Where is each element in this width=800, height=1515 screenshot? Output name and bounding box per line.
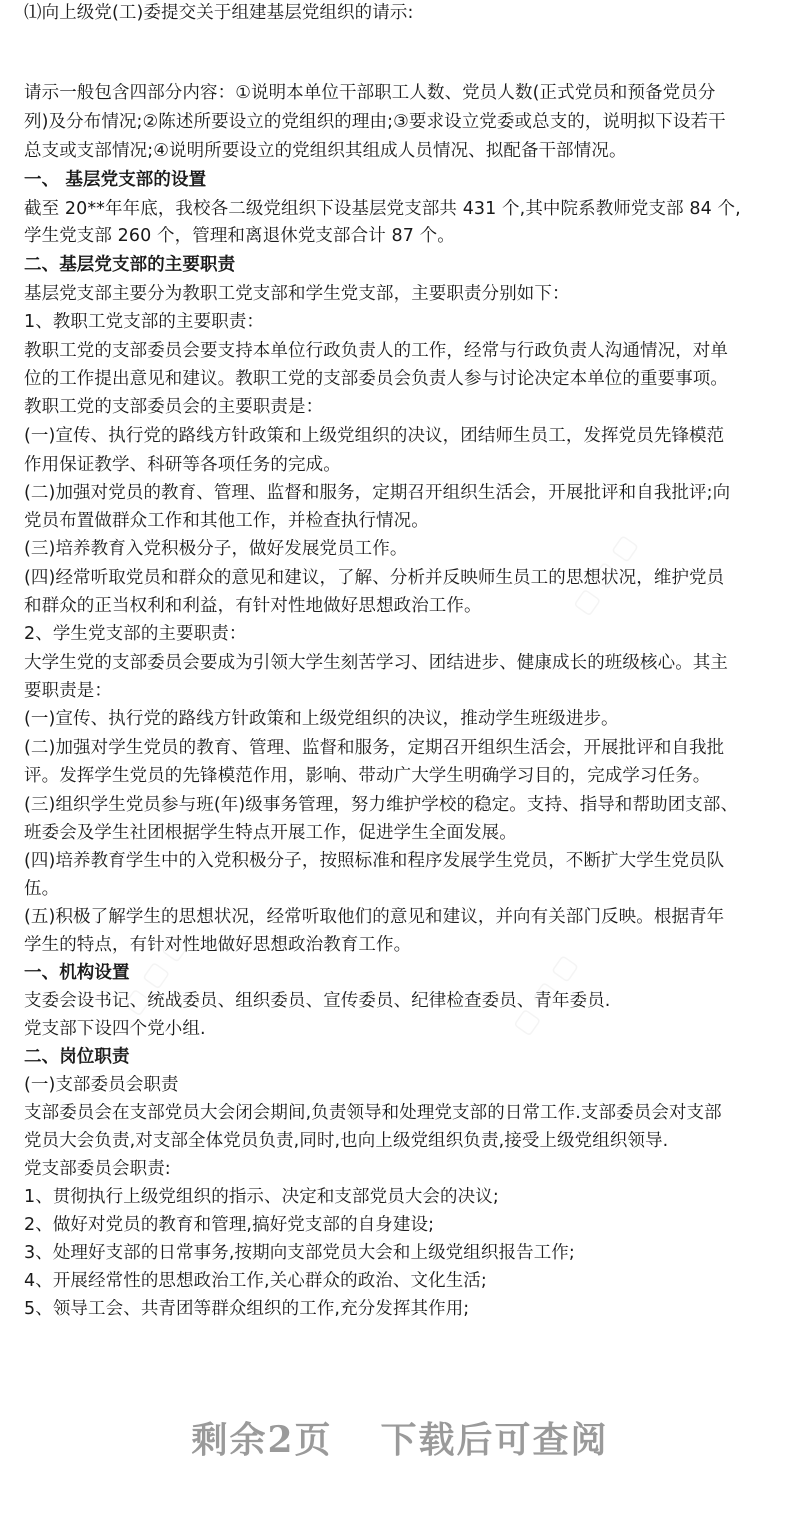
paragraph-line: 作用保证教学、科研等各项任务的完成。 [24,455,341,475]
paragraph-line: 要职责是： [24,681,112,701]
paragraph-line: 支委会设书记、统战委员、组织委员、宣传委员、纪律检查委员、青年委员. [24,991,611,1011]
paragraph-line: 学生党支部 260 个，管理和离退休党支部合计 87 个。 [24,226,455,246]
paragraph-line: 列)及分布情况;②陈述所要设立的党组织的理由;③要求设立党委或总支的，说明拟下设若干 [24,112,726,132]
download-to-view-text: 下载后可查阅 [380,1419,609,1461]
paragraph-line: 党支部下设四个党小组. [24,1019,206,1039]
paragraph-line: (三)组织学生党员参与班(年)级事务管理，努力维护学校的稳定。支持、指导和帮助团支部、 [24,795,739,815]
paragraph-line: 总支或支部情况;④说明所要设立的党组织其组成人员情况、拟配备干部情况。 [24,141,627,161]
watermark-mark: ▢ ▢ ▢ [116,929,194,1021]
intro-heading: ⑴向上级党(工)委提交关于组建基层党组织的请示: [24,3,414,23]
paragraph-line: 2、学生党支部的主要职责： [24,624,247,644]
paragraph-line: (一)宣传、执行党的路线方针政策和上级党组织的决议，推动学生班级进步。 [24,709,619,729]
paragraph-line: 党支部委员会职责: [24,1159,171,1179]
list-item: 3、处理好支部的日常事务,按期向支部党员大会和上级党组织报告工作; [24,1243,575,1263]
paragraph-line: 教职工党的支部委员会的主要职责是： [24,397,324,417]
download-banner[interactable] [0,1412,800,1463]
paragraph-line: 请示一般包含四部分内容：①说明本单位干部职工人数、党员人数(正式党员和预备党员分 [24,83,716,103]
paragraph-line: 党员大会负责,对支部全体党员负责,同时,也向上级党组织负责,接受上级党组织领导. [24,1131,669,1151]
paragraph-line: (三)培养教育入党积极分子，做好发展党员工作。 [24,539,408,559]
watermark-mark: ▢ ▢ ▢ [566,529,644,621]
section-heading: 二、岗位职责 [24,1047,130,1067]
paragraph-line: 伍。 [24,879,60,899]
paragraph-line: (二)加强对学生党员的教育、管理、监督和服务，定期召开组织生活会，开展批评和自我批 [24,738,725,758]
section-heading: 一、 基层党支部的设置 [24,170,207,190]
list-item: 5、领导工会、共青团等群众组织的工作,充分发挥其作用; [24,1299,470,1319]
remaining-pages-text: 剩余2页 [191,1419,333,1461]
paragraph-line: 大学生党的支部委员会要成为引领大学生刻苦学习、团结进步、健康成长的班级核心。其主 [24,653,728,673]
list-item: 2、做好对党员的教育和管理,搞好党支部的自身建设; [24,1215,435,1235]
paragraph-line: 基层党支部主要分为教职工党支部和学生党支部，主要职责分别如下： [24,284,570,304]
paragraph-line: (四)经常听取党员和群众的意见和建议，了解、分析并反映师生员工的思想状况，维护党员 [24,568,725,588]
paragraph-line: 和群众的正当权利和利益，有针对性地做好思想政治工作。 [24,596,482,616]
paragraph-line: 党员布置做群众工作和其他工作，并检查执行情况。 [24,511,429,531]
watermark-mark: ▢ ▢ ▢ [506,949,584,1041]
paragraph-line: (二)加强对党员的教育、管理、监督和服务，定期召开组织生活会，开展批评和自我批评;向 [24,483,731,503]
paragraph-line: 位的工作提出意见和建议。教职工党的支部委员会负责人参与讨论决定本单位的重要事项。 [24,369,728,389]
section-heading: 一、机构设置 [24,963,130,983]
section-heading: 二、基层党支部的主要职责 [24,255,236,275]
paragraph-line: (一)宣传、执行党的路线方针政策和上级党组织的决议，团结师生员工，发挥党员先锋模范 [24,426,725,446]
paragraph-line: 支部委员会在支部党员大会闭会期间,负责领导和处理党支部的日常工作.支部委员会对支部 [24,1103,722,1123]
paragraph-line: 学生的特点，有针对性地做好思想政治教育工作。 [24,935,412,955]
paragraph-line: 教职工党的支部委员会要支持本单位行政负责人的工作，经常与行政负责人沟通情况，对单 [24,341,728,361]
paragraph-line: 1、教职工党支部的主要职责： [24,312,265,332]
paragraph-line: (四)培养教育学生中的入党积极分子，按照标准和程序发展学生党员，不断扩大学生党员队 [24,851,725,871]
list-item: 1、贯彻执行上级党组织的指示、决定和支部党员大会的决议; [24,1187,499,1207]
paragraph-line: 评。发挥学生党员的先锋模范作用，影响、带动广大学生明确学习目的，完成学习任务。 [24,766,711,786]
list-item: 4、开展经常性的思想政治工作,关心群众的政治、文化生活; [24,1271,487,1291]
paragraph-line: (五)积极了解学生的思想状况，经常听取他们的意见和建议，并向有关部门反映。根据青年 [24,907,725,927]
paragraph-line: 截至 20**年年底，我校各二级党组织下设基层党支部共 431 个,其中院系教师党支部 84 个, [24,199,741,219]
paragraph-line: (一)支部委员会职责 [24,1075,179,1095]
paragraph-line: 班委会及学生社团根据学生特点开展工作，促进学生全面发展。 [24,823,517,843]
